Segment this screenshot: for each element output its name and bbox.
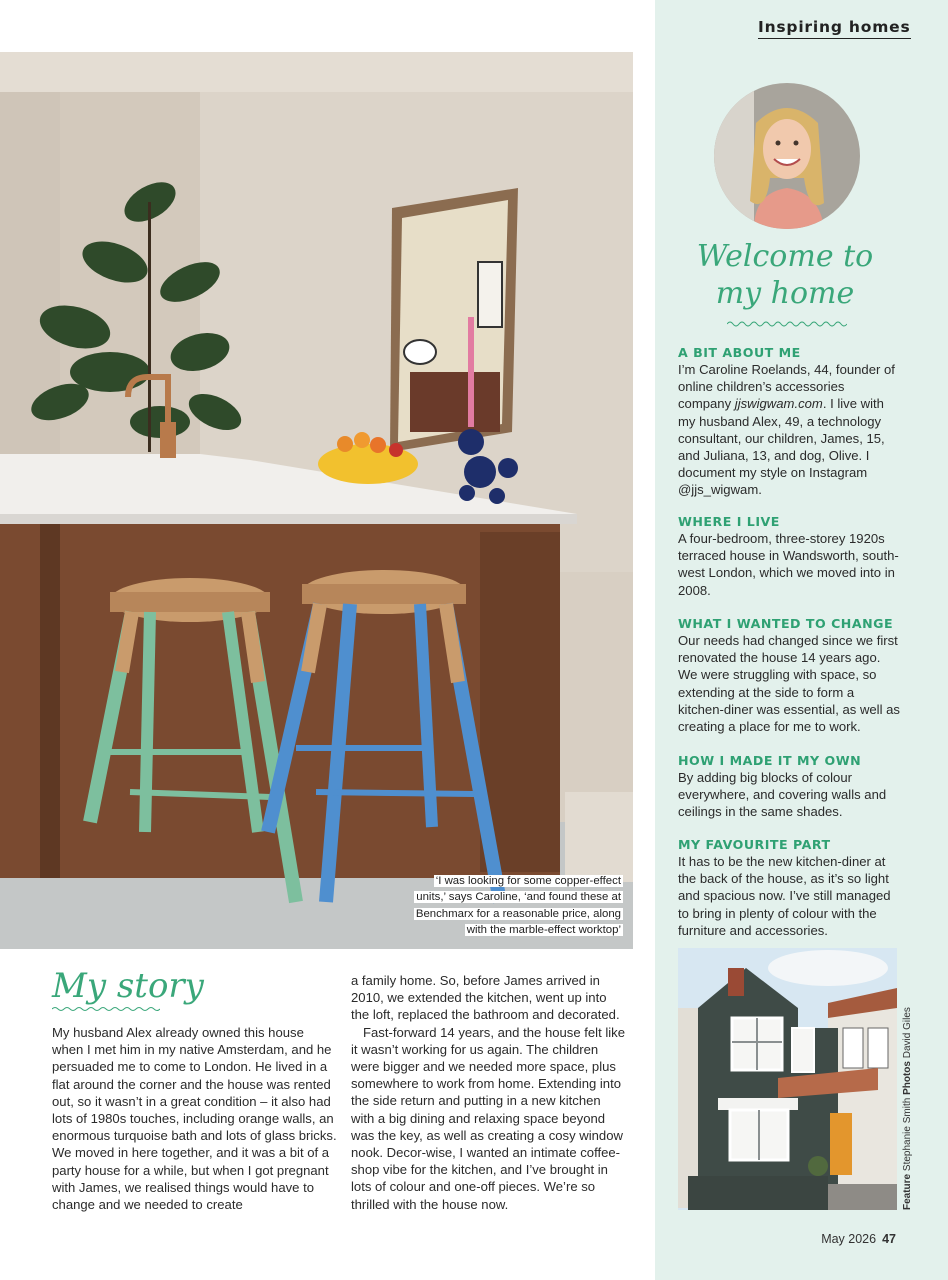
sidebar-block-where [678, 514, 900, 599]
sidebar-text: Our needs had changed since we first renovated the house 14 years ago. We were struggling with space, so extending at the side to form a kitchen-diner was essential, as well as creating a place for me to work. [678, 633, 900, 735]
squiggle-divider [727, 320, 847, 328]
story-title: My story [52, 966, 204, 1006]
kitchen-photo [0, 52, 633, 949]
sidebar-block-own [678, 753, 900, 821]
story-paragraph: Fast-forward 14 years, and the house felt like it wasn’t working for us again. The children were bigger and we needed more space, plus somewhere to work from home. Extending into the side return and putting in a new kitchen with a big dining and relaxing space beyond was the key, as well as creating a cosy window nook. Decor-wise, I wanted an intimate coffee-shop vibe for the kitchen, and I’ve brought in lots of colour and one-off pieces. We’re so thrilled with the house now. [351, 1024, 626, 1212]
page-number: 47 [882, 1232, 896, 1246]
sidebar-heading: HOW I MADE IT MY OWN [678, 753, 862, 768]
story-title-underline [52, 1006, 160, 1012]
sidebar-heading: WHAT I WANTED TO CHANGE [678, 616, 894, 631]
story-paragraph: My husband Alex already owned this house when I met him in my native Amsterdam, and he persuaded me to come to London. He lived in a flat around the corner and the house was rented out, so it wasn’t in a great condition – it also had lots of 1980s touches, including orange walls, an enormous turquoise bath and lots of glass bricks. We moved in here together, and it was a bit of a party house for a while, but when I got pregnant with James, we realised things would have to change and we needed to create [52, 1025, 337, 1213]
sidebar-text: It has to be the new kitchen-diner at the back of the house, as it’s so light and spacious now. I’ve still managed to bring in plenty of colour with the furniture and accessories. [678, 854, 891, 938]
sidebar-block-about [678, 345, 900, 499]
story-paragraph: a family home. So, before James arrived in 2010, we extended the kitchen, went up into the loft, replaced the bathroom and decorated. [351, 973, 620, 1023]
story-column-1 [52, 1024, 338, 1213]
section-tag: Inspiring homes [758, 18, 911, 39]
sidebar-heading: MY FAVOURITE PART [678, 837, 831, 852]
sidebar-block-favourite [678, 837, 900, 939]
website-link: jjswigwam.com [734, 396, 823, 412]
sidebar-heading: WHERE I LIVE [678, 514, 780, 529]
photo-caption: ‘I was looking for some copper-effect units,’ says Caroline, ‘and found these at Benchmarx for a reasonable price, along with the marble-effect worktop’ [415, 874, 621, 937]
issue-date: May 2026 [821, 1232, 877, 1246]
avatar [714, 83, 860, 229]
sidebar-block-change [678, 616, 900, 735]
house-photo [678, 948, 897, 1210]
photo-credit: Feature Stephanie Smith Photos David Giles [902, 1007, 913, 1210]
sidebar-text: By adding big blocks of colour everywhere, and covering walls and ceilings in the same shades. [678, 770, 887, 820]
welcome-title: Welcome to my home [696, 239, 874, 311]
sidebar-text: A four-bedroom, three-storey 1920s terraced house in Wandsworth, south-west London, which we moved into in 2008. [678, 531, 899, 598]
sidebar-heading: A BIT ABOUT ME [678, 345, 801, 360]
story-column-2 [351, 972, 627, 1213]
sidebar-text: I’m Caroline Roelands, 44, founder of online children’s accessories company jjswigwam.com. I live with my husband Alex, 49, a technology consultant, our children, James, 15, and Juliana, 13, and dog, Olive. I document my style on Instagram @jjs_wigwam. [678, 362, 895, 498]
page-footer [821, 1232, 896, 1246]
